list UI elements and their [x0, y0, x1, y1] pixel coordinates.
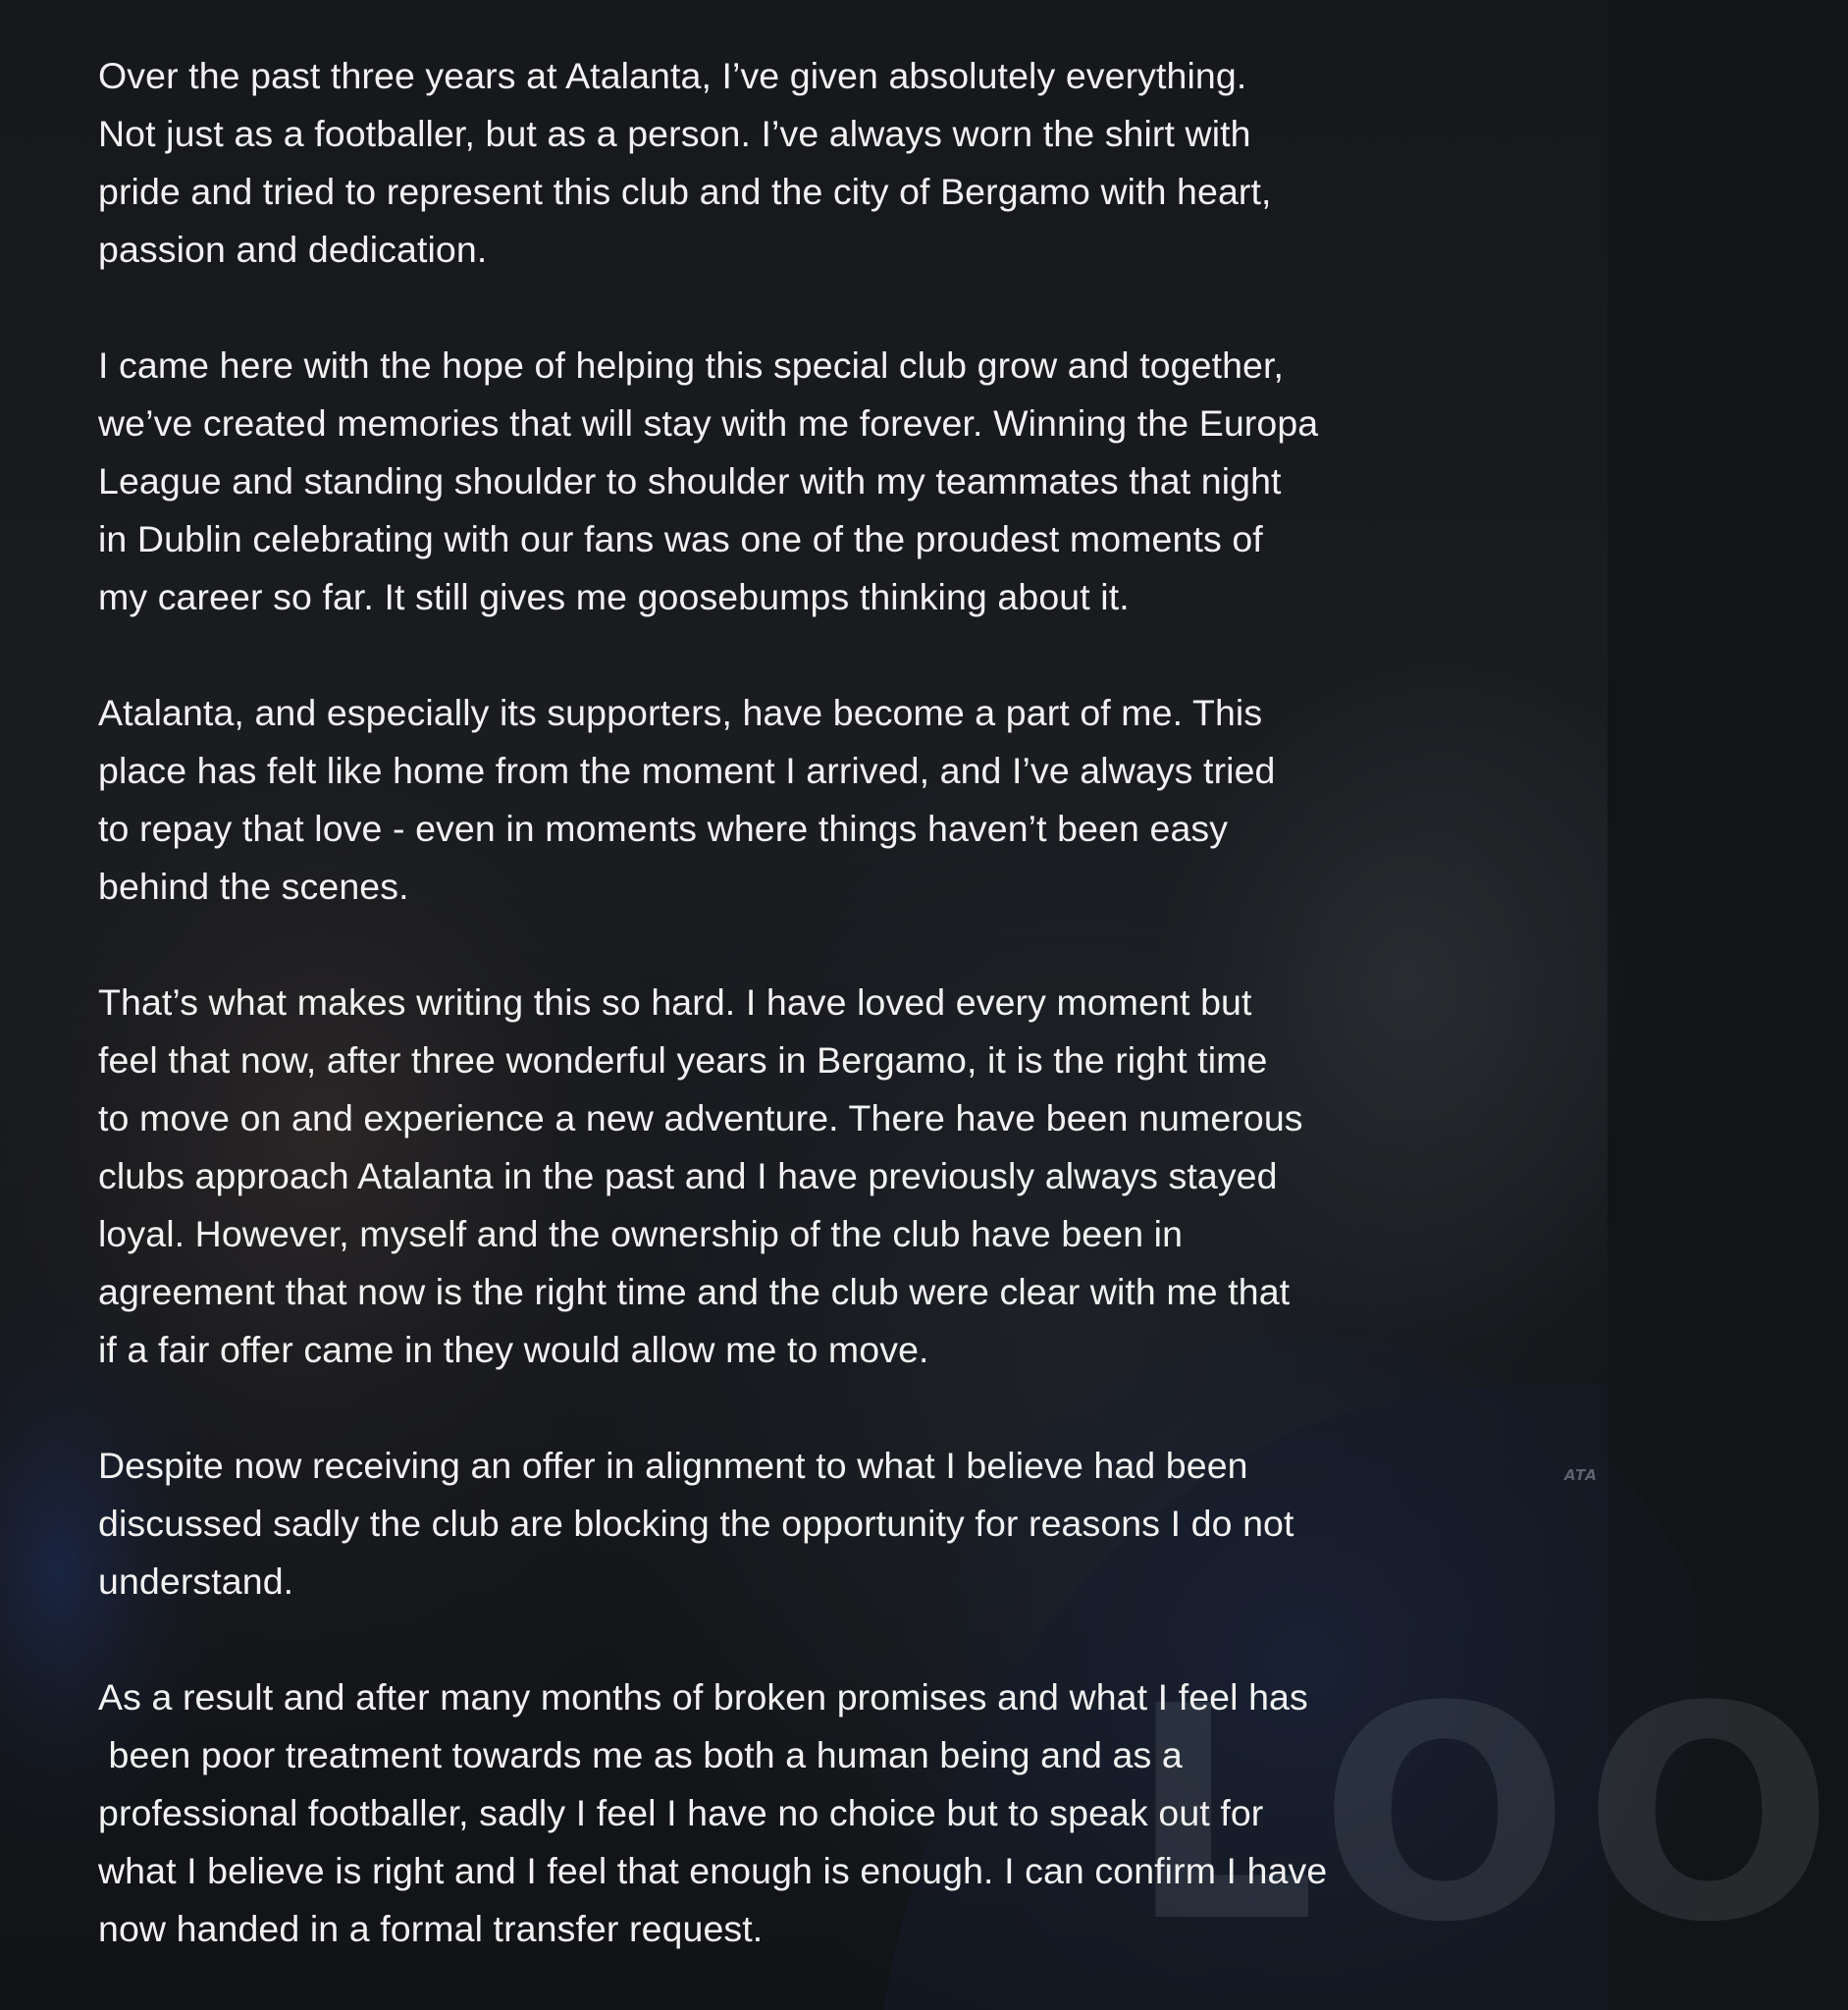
statement-paragraph-5: [98, 1437, 1541, 1611]
statement-line: what I believe is right and I feel that enough is enough. I can confirm I have: [98, 1850, 1328, 1891]
statement-line: agreement that now is the right time and the club were clear with me that: [98, 1271, 1291, 1312]
statement-line: feel that now, after three wonderful years in Bergamo, it is the right time: [98, 1039, 1268, 1081]
statement-line: behind the scenes.: [98, 866, 409, 907]
statement-line: Not just as a footballer, but as a person. I’ve always worn the shirt with: [98, 113, 1251, 154]
statement-line: Over the past three years at Atalanta, I’ve given absolutely everything.: [98, 55, 1247, 96]
statement-line: understand.: [98, 1560, 294, 1602]
statement-line: been poor treatment towards me as both a human being and as a: [98, 1734, 1183, 1775]
statement-line: to repay that love - even in moments where things haven’t been easy: [98, 808, 1229, 849]
statement-line: That’s what makes writing this so hard. I have loved every moment but: [98, 981, 1252, 1023]
statement-line: my career so far. It still gives me goosebumps thinking about it.: [98, 576, 1130, 617]
statement-paragraph-2: [98, 337, 1541, 626]
statement-line: loyal. However, myself and the ownership of the club have been in: [98, 1213, 1184, 1254]
statement-line: pride and tried to represent this club and the city of Bergamo with heart,: [98, 171, 1272, 212]
statement-paragraph-6: [98, 1668, 1541, 1958]
statement-paragraph-1: [98, 47, 1541, 279]
statement-paragraph-4: [98, 974, 1541, 1379]
statement-line: we’ve created memories that will stay with me forever. Winning the Europa: [98, 402, 1319, 444]
statement-paragraph-3: [98, 684, 1541, 916]
statement-line: As a result and after many months of broken promises and what I feel has: [98, 1676, 1308, 1718]
statement-line: clubs approach Atalanta in the past and I have previously always stayed: [98, 1155, 1278, 1196]
statement-line: discussed sadly the club are blocking the opportunity for reasons I do not: [98, 1503, 1294, 1544]
statement-line: to move on and experience a new adventure. There have been numerous: [98, 1097, 1303, 1138]
statement-line: passion and dedication.: [98, 229, 488, 270]
statement-line: if a fair offer came in they would allow me to move.: [98, 1329, 929, 1370]
shirt-name-wordmark: LOO: [1129, 1644, 1848, 1986]
statement-body: [98, 47, 1541, 1958]
statement-line: Atalanta, and especially its supporters, have become a part of me. This: [98, 692, 1263, 733]
statement-line: now handed in a formal transfer request.: [98, 1908, 764, 1949]
statement-line: in Dublin celebrating with our fans was one of the proudest moments of: [98, 518, 1263, 559]
statement-line: Despite now receiving an offer in alignment to what I believe had been: [98, 1445, 1248, 1486]
shirt-crest-text: ATA: [1564, 1466, 1598, 1484]
statement-line: professional footballer, sadly I feel I have no choice but to speak out for: [98, 1792, 1264, 1833]
statement-line: I came here with the hope of helping this special club grow and together,: [98, 344, 1285, 386]
statement-line: League and standing shoulder to shoulder with my teammates that night: [98, 460, 1282, 502]
statement-line: place has felt like home from the moment I arrived, and I’ve always tried: [98, 750, 1276, 791]
